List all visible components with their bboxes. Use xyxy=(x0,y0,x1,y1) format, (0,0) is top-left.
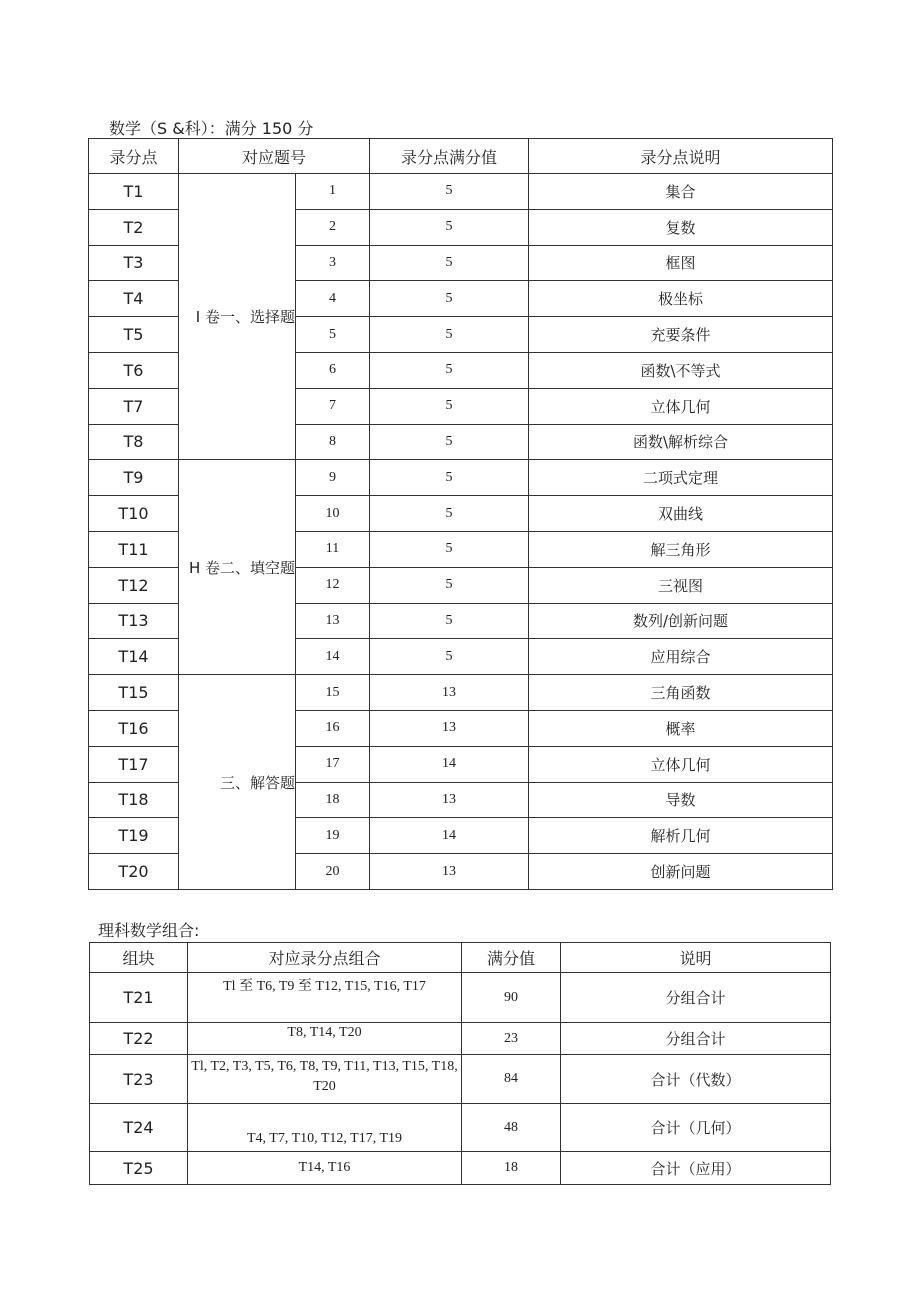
question-number: 16 xyxy=(296,710,370,746)
question-group-label: H 卷二、填空题 xyxy=(179,460,296,675)
score-point-code: T15 xyxy=(89,675,179,711)
score-point-combination: T8, T14, T20 xyxy=(188,1023,462,1055)
score-point-code: T12 xyxy=(89,567,179,603)
max-score: 5 xyxy=(370,317,529,353)
score-point-table xyxy=(88,138,833,890)
max-score: 5 xyxy=(370,174,529,210)
header-combination: 对应录分点组合 xyxy=(188,943,462,973)
section1-title: 数学（S &科）：满分 150 分 xyxy=(109,119,314,138)
score-point-code: T1 xyxy=(89,174,179,210)
score-point-code: T11 xyxy=(89,531,179,567)
max-score: 5 xyxy=(370,496,529,532)
question-number: 17 xyxy=(296,746,370,782)
section2-title: 理科数学组合: xyxy=(98,921,200,940)
header-block: 组块 xyxy=(90,943,188,973)
score-point-code: T16 xyxy=(89,710,179,746)
score-point-code: T9 xyxy=(89,460,179,496)
score-point-code: T5 xyxy=(89,317,179,353)
table-row xyxy=(90,1104,831,1152)
question-number: 19 xyxy=(296,818,370,854)
max-score: 18 xyxy=(462,1152,561,1185)
score-point-description: 解析几何 xyxy=(529,818,833,854)
max-score: 14 xyxy=(370,746,529,782)
score-point-description: 框图 xyxy=(529,245,833,281)
score-point-description: 二项式定理 xyxy=(529,460,833,496)
score-point-code: T2 xyxy=(89,209,179,245)
block-description: 合计（应用） xyxy=(561,1152,831,1185)
score-point-code: T19 xyxy=(89,818,179,854)
max-score: 14 xyxy=(370,818,529,854)
score-point-description: 创新问题 xyxy=(529,854,833,890)
max-score: 5 xyxy=(370,424,529,460)
question-group-label: I 卷一、选择题 xyxy=(179,174,296,460)
score-point-code: T13 xyxy=(89,603,179,639)
question-number: 7 xyxy=(296,388,370,424)
score-point-code: T7 xyxy=(89,388,179,424)
header-question-no: 对应题号 xyxy=(179,139,370,174)
max-score: 5 xyxy=(370,209,529,245)
score-point-description: 三角函数 xyxy=(529,675,833,711)
score-point-code: T14 xyxy=(89,639,179,675)
score-point-code: T3 xyxy=(89,245,179,281)
table-row xyxy=(90,1152,831,1185)
question-number: 15 xyxy=(296,675,370,711)
max-score: 5 xyxy=(370,639,529,675)
table-row xyxy=(89,675,833,711)
score-point-description: 复数 xyxy=(529,209,833,245)
max-score: 23 xyxy=(462,1023,561,1055)
question-number: 9 xyxy=(296,460,370,496)
score-point-description: 双曲线 xyxy=(529,496,833,532)
max-score: 13 xyxy=(370,782,529,818)
score-point-combination: T14, T16 xyxy=(188,1152,462,1185)
score-point-combination: Tl 至 T6, T9 至 T12, T15, T16, T17 xyxy=(188,973,462,1023)
max-score: 5 xyxy=(370,531,529,567)
question-number: 18 xyxy=(296,782,370,818)
header-score-point: 录分点 xyxy=(89,139,179,174)
table-row xyxy=(89,460,833,496)
score-point-description: 集合 xyxy=(529,174,833,210)
score-point-code: T4 xyxy=(89,281,179,317)
max-score: 5 xyxy=(370,281,529,317)
score-point-code: T20 xyxy=(89,854,179,890)
max-score: 5 xyxy=(370,567,529,603)
score-point-code: T18 xyxy=(89,782,179,818)
block-description: 分组合计 xyxy=(561,1023,831,1055)
score-point-description: 数列/创新问题 xyxy=(529,603,833,639)
block-description: 合计（几何） xyxy=(561,1104,831,1152)
max-score: 5 xyxy=(370,245,529,281)
question-number: 13 xyxy=(296,603,370,639)
score-point-description: 立体几何 xyxy=(529,746,833,782)
score-point-description: 函数\不等式 xyxy=(529,352,833,388)
score-point-description: 概率 xyxy=(529,710,833,746)
score-point-description: 函数\解析综合 xyxy=(529,424,833,460)
question-number: 3 xyxy=(296,245,370,281)
score-point-combination: Tl, T2, T3, T5, T6, T8, T9, T11, T13, T15, T18, T20 xyxy=(188,1055,462,1104)
table-row xyxy=(89,174,833,210)
table-row xyxy=(90,1023,831,1055)
score-point-description: 极坐标 xyxy=(529,281,833,317)
block-code: T23 xyxy=(90,1055,188,1104)
max-score: 84 xyxy=(462,1055,561,1104)
max-score: 90 xyxy=(462,973,561,1023)
max-score: 13 xyxy=(370,675,529,711)
max-score: 13 xyxy=(370,854,529,890)
max-score: 48 xyxy=(462,1104,561,1152)
score-point-code: T8 xyxy=(89,424,179,460)
score-point-description: 应用综合 xyxy=(529,639,833,675)
table-row xyxy=(90,973,831,1023)
question-number: 1 xyxy=(296,174,370,210)
score-point-code: T17 xyxy=(89,746,179,782)
max-score: 5 xyxy=(370,603,529,639)
table-header-row xyxy=(89,139,833,174)
question-number: 14 xyxy=(296,639,370,675)
score-point-description: 三视图 xyxy=(529,567,833,603)
score-point-description: 充要条件 xyxy=(529,317,833,353)
block-code: T25 xyxy=(90,1152,188,1185)
block-description: 分组合计 xyxy=(561,973,831,1023)
score-point-description: 导数 xyxy=(529,782,833,818)
question-number: 6 xyxy=(296,352,370,388)
question-number: 11 xyxy=(296,531,370,567)
header-max-score: 录分点满分值 xyxy=(370,139,529,174)
block-description: 合计（代数） xyxy=(561,1055,831,1104)
question-number: 5 xyxy=(296,317,370,353)
score-point-description: 立体几何 xyxy=(529,388,833,424)
question-number: 8 xyxy=(296,424,370,460)
header-description: 说明 xyxy=(561,943,831,973)
table-row xyxy=(90,1055,831,1104)
max-score: 5 xyxy=(370,352,529,388)
block-code: T22 xyxy=(90,1023,188,1055)
score-point-code: T6 xyxy=(89,352,179,388)
block-code: T24 xyxy=(90,1104,188,1152)
question-number: 2 xyxy=(296,209,370,245)
header-max-score: 满分值 xyxy=(462,943,561,973)
max-score: 5 xyxy=(370,388,529,424)
max-score: 5 xyxy=(370,460,529,496)
score-point-code: T10 xyxy=(89,496,179,532)
table-header-row xyxy=(90,943,831,973)
question-number: 10 xyxy=(296,496,370,532)
max-score: 13 xyxy=(370,710,529,746)
question-number: 4 xyxy=(296,281,370,317)
header-description: 录分点说明 xyxy=(529,139,833,174)
question-number: 20 xyxy=(296,854,370,890)
block-code: T21 xyxy=(90,973,188,1023)
score-point-combination: T4, T7, T10, T12, T17, T19 xyxy=(188,1104,462,1152)
score-point-description: 解三角形 xyxy=(529,531,833,567)
combination-table xyxy=(89,942,831,1185)
question-group-label: 三、解答题 xyxy=(179,675,296,890)
question-number: 12 xyxy=(296,567,370,603)
